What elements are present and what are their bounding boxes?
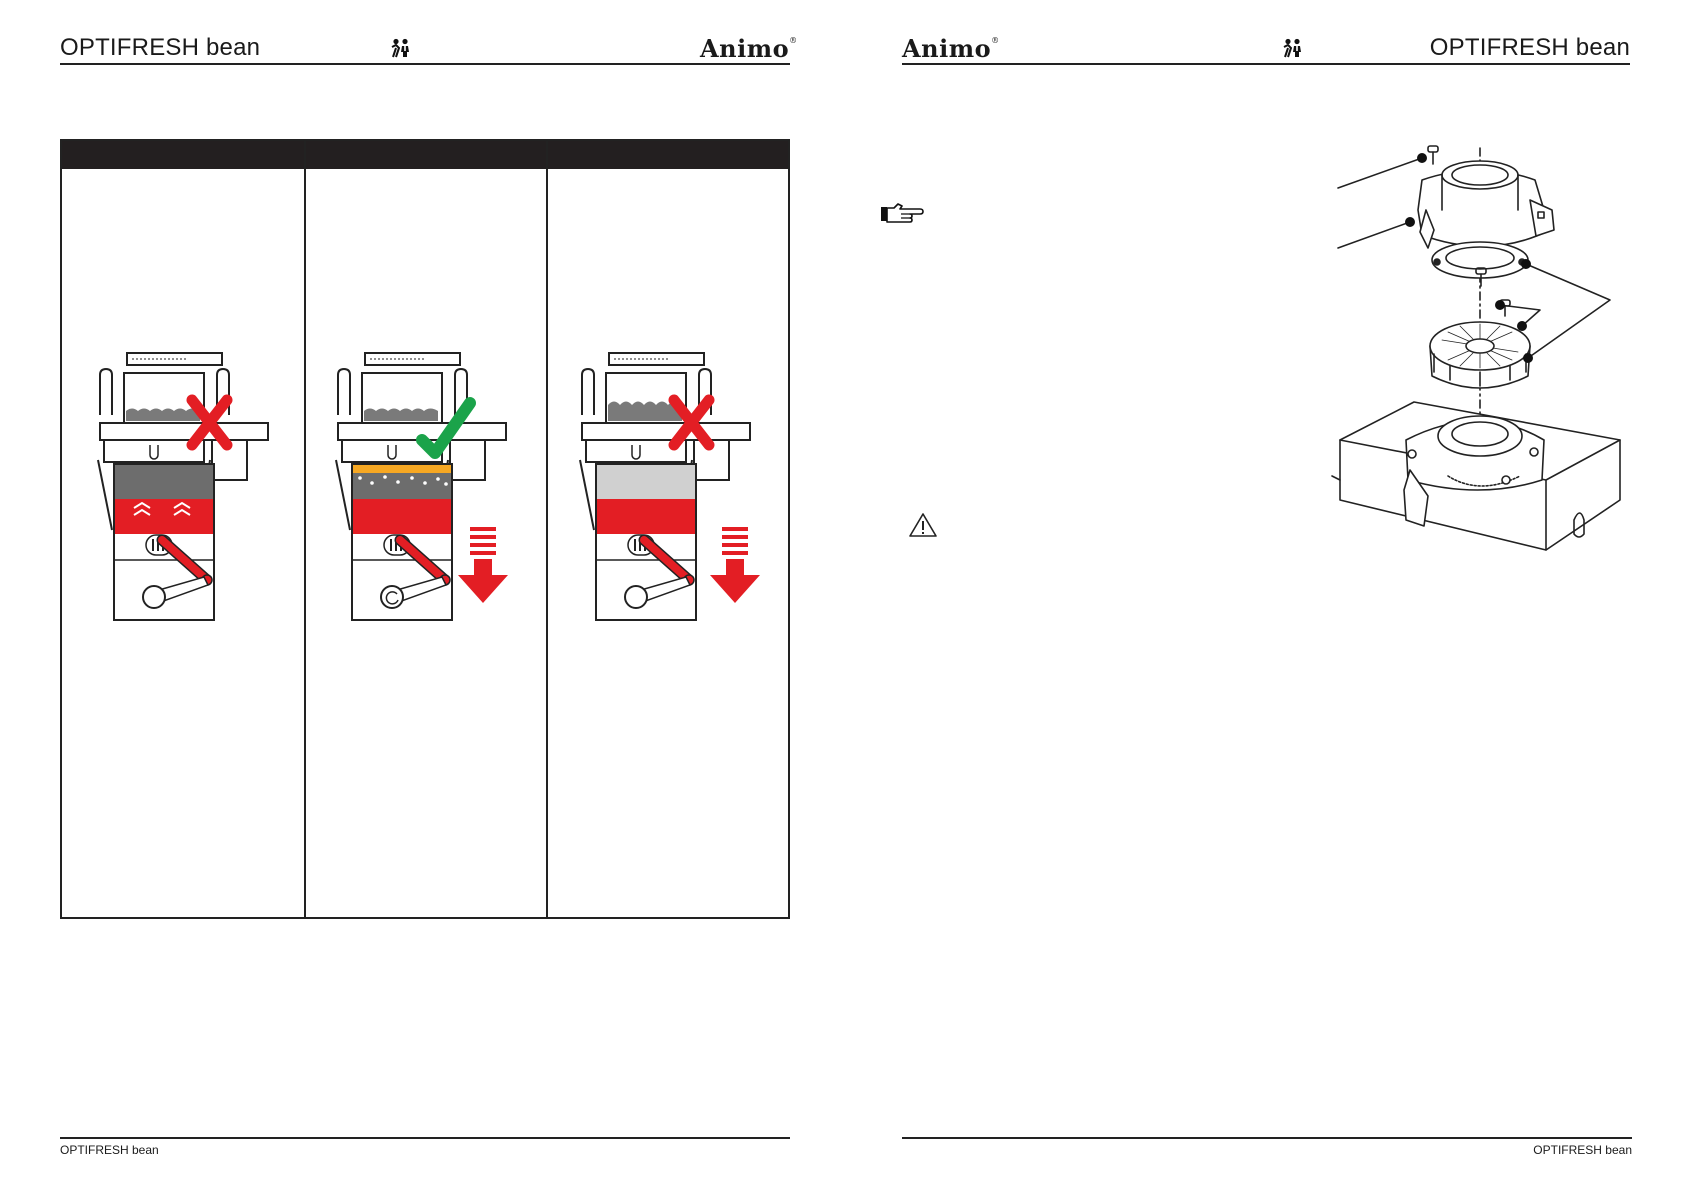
technician-icon <box>390 38 412 58</box>
technician-icon <box>1282 38 1304 58</box>
footer-rule <box>902 1137 1632 1139</box>
brand-registered-mark: ® <box>991 36 1000 45</box>
down-arrow-icon <box>458 527 508 603</box>
footer-text: OPTIFRESH bean <box>60 1143 159 1157</box>
footer-text: OPTIFRESH bean <box>1533 1143 1632 1157</box>
down-arrow-icon <box>710 527 760 603</box>
footer-rule <box>60 1137 790 1139</box>
brand-name: Animo <box>902 34 992 63</box>
page-title: OPTIFRESH bean <box>1429 34 1630 61</box>
brand-logo <box>902 34 1000 63</box>
column-divider <box>546 141 548 917</box>
brand-logo <box>700 34 798 63</box>
pointing-hand-icon <box>880 200 926 224</box>
header-rule <box>60 63 790 65</box>
brewer-illustration-incorrect-2 <box>574 345 764 635</box>
brand-name: Animo <box>700 34 790 63</box>
brand-registered-mark: ® <box>789 36 798 45</box>
brewer-illustration-incorrect-1 <box>92 345 282 635</box>
grinder-exploded-figure <box>1330 140 1630 620</box>
page-title: OPTIFRESH bean <box>60 34 261 61</box>
brewer-illustration-correct <box>330 345 520 635</box>
column-divider <box>304 141 306 917</box>
header-rule <box>902 63 1630 65</box>
warning-triangle-icon <box>908 512 938 538</box>
table-header <box>62 141 788 169</box>
